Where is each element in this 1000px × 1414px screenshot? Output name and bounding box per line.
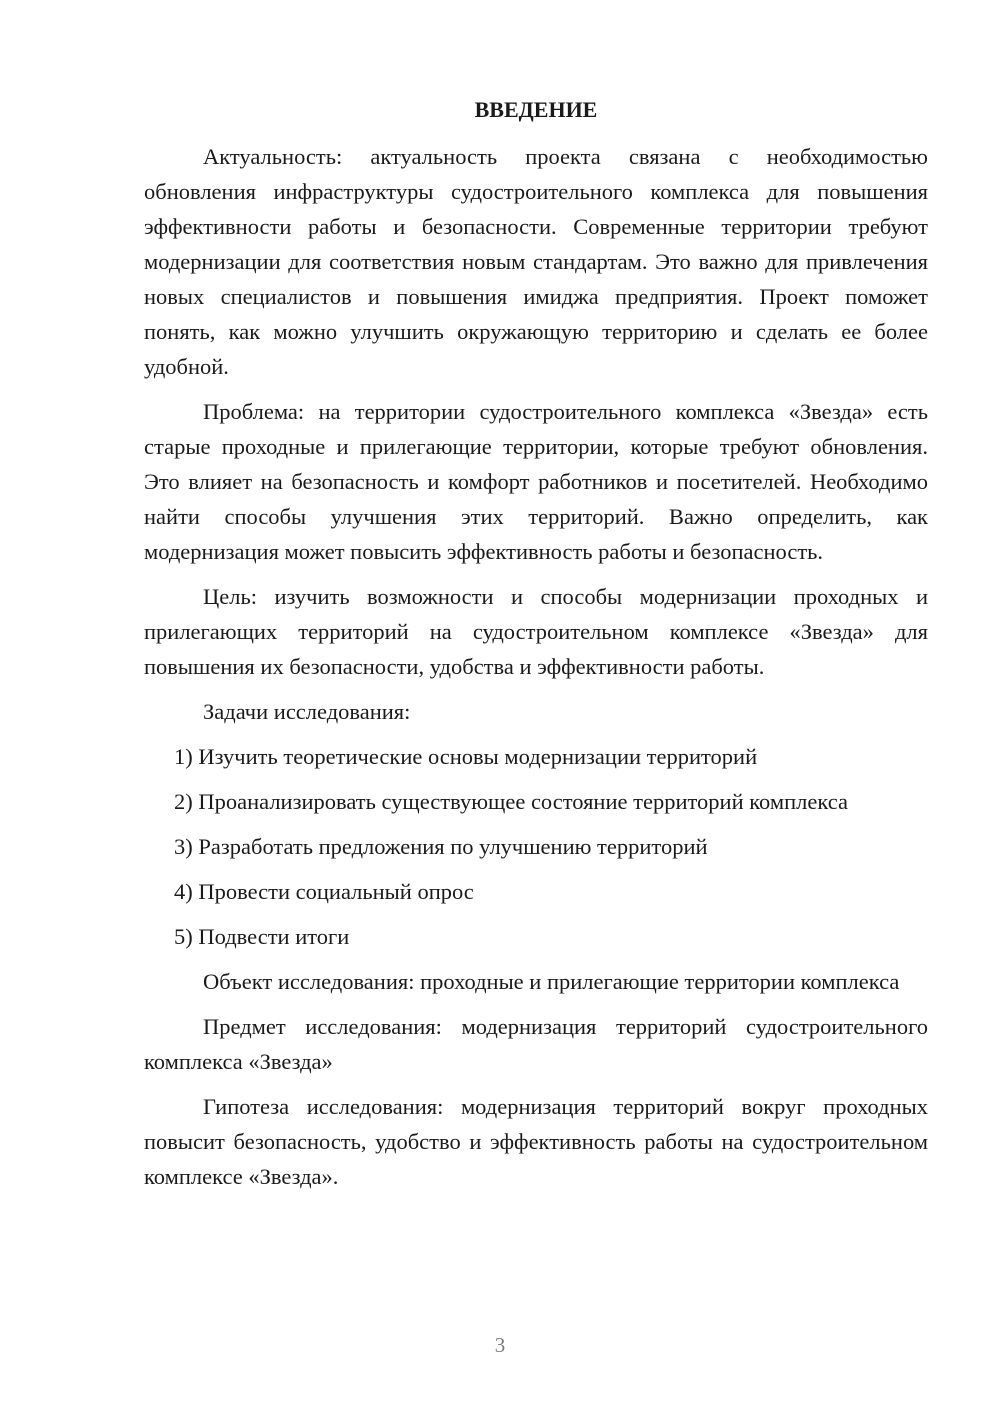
list-item: 5) Подвести итоги: [174, 924, 350, 949]
list-item: 3) Разработать предложения по улучшению территорий: [174, 834, 708, 859]
paragraph-problem: Проблема: на территории судостроительного комплекса «Звезда» есть старые проходные и прилегающие территории, которые требуют обновления. Это влияет на безопасность и комфорт работников и посетителей. Необходимо найти способы улучшения этих территорий. Важно определить, как модернизация может повысить эффективность работы и безопасность.: [144, 399, 928, 564]
list-item: 2) Проанализировать существующее состояние территорий комплекса: [174, 789, 848, 814]
paragraph-subject: Предмет исследования: модернизация территорий судостроительного комплекса «Звезда»: [144, 1014, 928, 1074]
paragraph-hypothesis: Гипотеза исследования: модернизация территорий вокруг проходных повысит безопасность, удобство и эффективность работы на судостроительном комплексе «Звезда».: [144, 1094, 928, 1189]
list-item: 4) Провести социальный опрос: [174, 879, 474, 904]
page-number: 3: [494, 1333, 506, 1357]
section-heading: ВВЕДЕНИЕ: [474, 97, 598, 122]
paragraph-relevance: Актуальность: актуальность проекта связана с необходимостью обновления инфраструктуры судостроительного комплекса для повышения эффективности работы и безопасности. Современные территории требуют модернизации для соответствия новым стандартам. Это важно для привлечения новых специалистов и повышения имиджа предприятия. Проект поможет понять, как можно улучшить окружающую территорию и сделать ее более удобной.: [144, 144, 928, 379]
tasks-label: Задачи исследования:: [203, 699, 411, 724]
paragraph-object: Объект исследования: проходные и прилегающие территории комплекса: [203, 969, 900, 994]
list-item: 1) Изучить теоретические основы модернизации территорий: [174, 744, 758, 769]
tasks-list: [144, 739, 928, 954]
page-content: [144, 95, 928, 1194]
paragraph-goal: Цель: изучить возможности и способы модернизации проходных и прилегающих территорий на судостроительном комплексе «Звезда» для повышения их безопасности, удобства и эффективности работы.: [144, 584, 928, 679]
